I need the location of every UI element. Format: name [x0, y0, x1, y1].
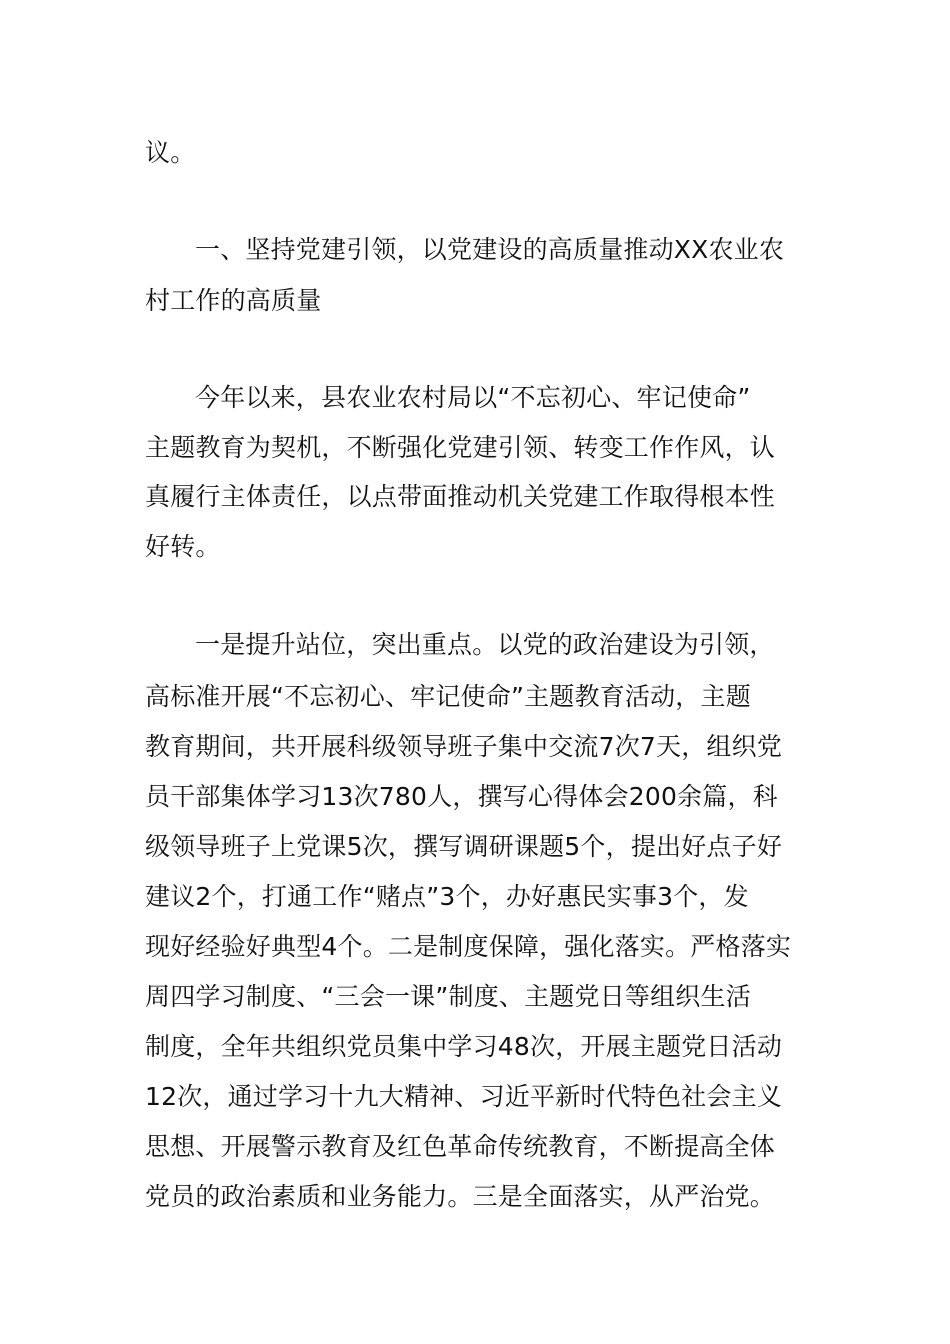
text-line: 思想、开展警示教育及红色革命传统教育，不断提高全体 — [145, 1132, 776, 1161]
text-line: 主题教育为契机，不断强化党建引领、转变工作作风，认 — [145, 433, 776, 462]
text-line: 建议2个，打通工作“赌点”3个，办好惠民实事3个，发 — [145, 882, 749, 911]
text-line: 12次，通过学习十九大精神、习近平新时代特色社会主义 — [145, 1082, 783, 1111]
text-line: 党员的政治素质和业务能力。三是全面落实，从严治党。 — [145, 1182, 776, 1211]
text-line: 好转。 — [145, 532, 221, 561]
text-line: 员干部集体学习13次780人，撰写心得体会200余篇，科 — [145, 782, 778, 811]
text-line: 高标准开展“不忘初心、牢记使命”主题教育活动，主题 — [145, 682, 751, 711]
text-line: 级领导班子上党课5次，撰写调研课题5个，提出好点子好 — [145, 832, 783, 861]
text-line: 制度，全年共组织党员集中学习48次，开展主题党日活动 — [145, 1032, 783, 1061]
text-line: 今年以来，县农业农村局以“不忘初心、牢记使命” — [195, 383, 751, 412]
text-line: 周四学习制度、“三会一课”制度、主题党日等组织生活 — [145, 982, 751, 1011]
section-heading-line: 村工作的高质量 — [145, 286, 322, 315]
text-line: 真履行主体责任，以点带面推动机关党建工作取得根本性 — [145, 482, 776, 511]
text-line: 一是提升站位，突出重点。以党的政治建设为引领， — [195, 630, 775, 659]
text-line: 教育期间，共开展科级领导班子集中交流7次7天，组织党 — [145, 732, 783, 761]
text-line: 议。 — [145, 138, 196, 167]
section-heading-line: 一、坚持党建引领，以党建设的高质量推动XX农业农 — [195, 235, 785, 264]
text-line: 现好经验好典型4个。二是制度保障，强化落实。严格落实 — [145, 932, 792, 961]
